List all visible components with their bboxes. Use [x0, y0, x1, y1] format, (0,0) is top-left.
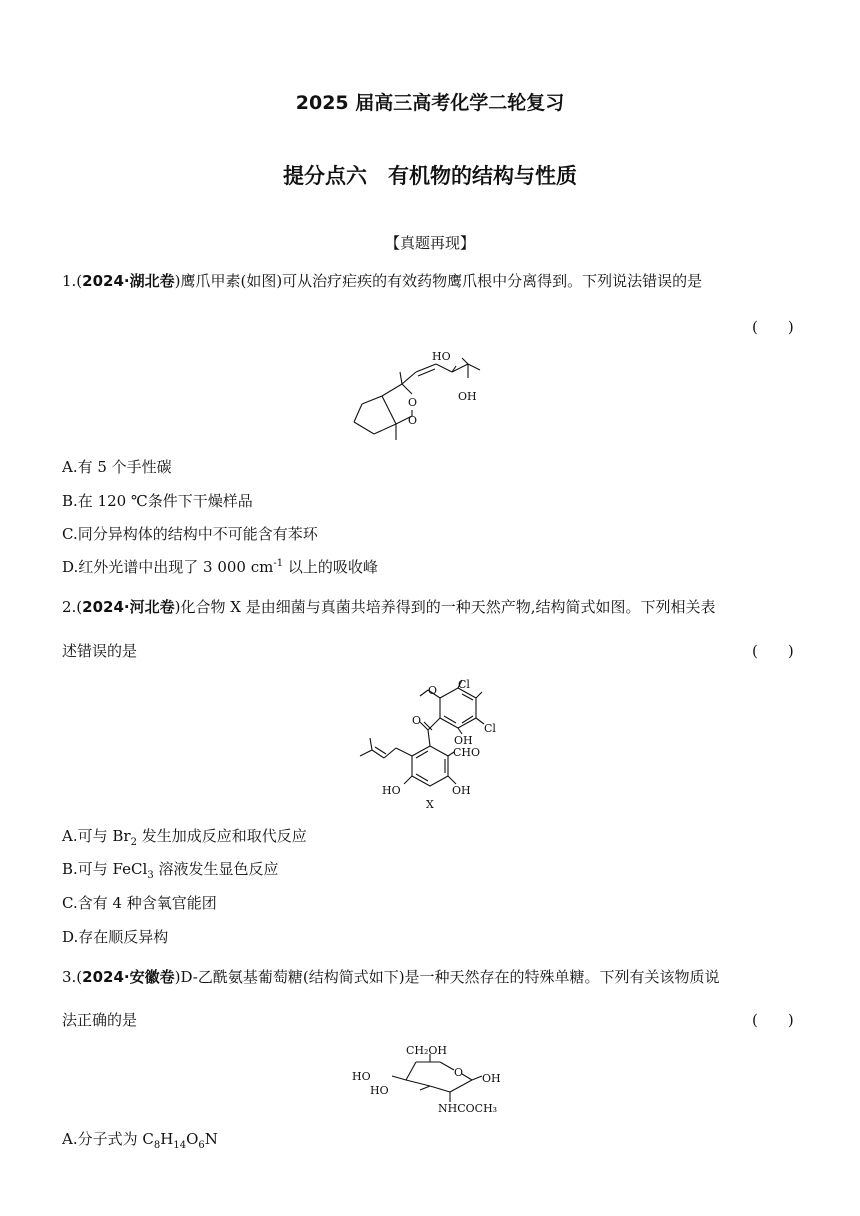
- q2-answer-blank: ( ): [752, 642, 794, 660]
- q2-stem-continued: 述错误的是: [62, 642, 138, 660]
- q1-ho-label: HO: [432, 350, 451, 363]
- q3-source: 2024·安徽卷: [82, 968, 175, 986]
- q1-structure-figure: [340, 342, 520, 446]
- q3-ho-label-2: HO: [370, 1084, 389, 1097]
- q2-cl-label-2: Cl: [484, 722, 496, 735]
- q2-ho-label: HO: [382, 784, 401, 797]
- q2-option-d: D.存在顺反异构: [62, 928, 169, 946]
- q2-source: 2024·河北卷: [82, 598, 175, 616]
- q3-ho-label-1: HO: [352, 1070, 371, 1083]
- q1-option-b: B.在 120 ℃条件下干燥样品: [62, 492, 253, 510]
- document-title: 2025 届高三高考化学二轮复习: [295, 92, 565, 114]
- q1-option-a: A.有 5 个手性碳: [62, 458, 172, 476]
- q3-ring-o-label: O: [454, 1066, 464, 1079]
- q2-option-a: A.可与 $Br_2$ 发生加成反应和取代反应: [62, 827, 307, 848]
- document-subtitle: 提分点六 有机物的结构与性质: [283, 164, 577, 188]
- q3-structure-figure: [350, 1040, 520, 1118]
- q2-cho-label: CHO: [453, 746, 481, 759]
- q1-o2-label: O: [408, 414, 418, 427]
- q1-option-c: C.同分异构体的结构中不可能含有苯环: [62, 525, 318, 543]
- q2-option-c: C.含有 4 种含氧官能团: [62, 894, 217, 912]
- q1-oh-label: OH: [458, 390, 477, 403]
- q2-stem: 2.(2024·河北卷)化合物 X 是由细菌与真菌共培养得到的一种天然产物,结构简式如图。下列相关表: [62, 598, 716, 616]
- q2-option-b: B.可与 FeCl$_3$ 溶液发生显色反应: [62, 860, 279, 881]
- q3-nhcoch3-label: NHCOCH₃: [438, 1102, 498, 1115]
- q3-stem: 3.(2024·安徽卷)D-乙酰氨基葡萄糖(结构简式如下)是一种天然存在的特殊单糖。下列有关该物质说: [62, 968, 720, 986]
- q2-methoxy-o-label: O: [428, 684, 438, 697]
- q1-answer-blank: ( ): [752, 318, 794, 336]
- q3-stem-continued: 法正确的是: [62, 1011, 138, 1029]
- q2-cl-label-1: Cl: [458, 678, 470, 691]
- q1-o1-label: O: [408, 396, 418, 409]
- q3-oh-label: OH: [482, 1072, 501, 1085]
- q2-structure-figure: [350, 672, 520, 812]
- q2-compound-label: X: [426, 798, 434, 811]
- q1-stem: 1.(2024·湖北卷)鹰爪甲素(如图)可从治疗疟疾的有效药物鹰爪根中分离得到。下列说法错误的是: [62, 272, 703, 290]
- q2-oh-label: OH: [454, 734, 473, 747]
- q3-option-a: A.分子式为 $C_8H_{14}O_6N$: [62, 1130, 218, 1151]
- section-heading: 【真题再现】: [384, 234, 475, 252]
- q2-oh-label-2: OH: [452, 784, 471, 797]
- q3-ch2oh-label: CH₂OH: [406, 1044, 448, 1057]
- q1-option-d: D.红外光谱中出现了 3 000 $cm^{-1}$ 以上的吸收峰: [62, 558, 378, 576]
- q2-carbonyl-o-label: O: [412, 714, 422, 727]
- q1-source: 2024·湖北卷: [82, 272, 175, 290]
- q3-answer-blank: ( ): [752, 1011, 794, 1029]
